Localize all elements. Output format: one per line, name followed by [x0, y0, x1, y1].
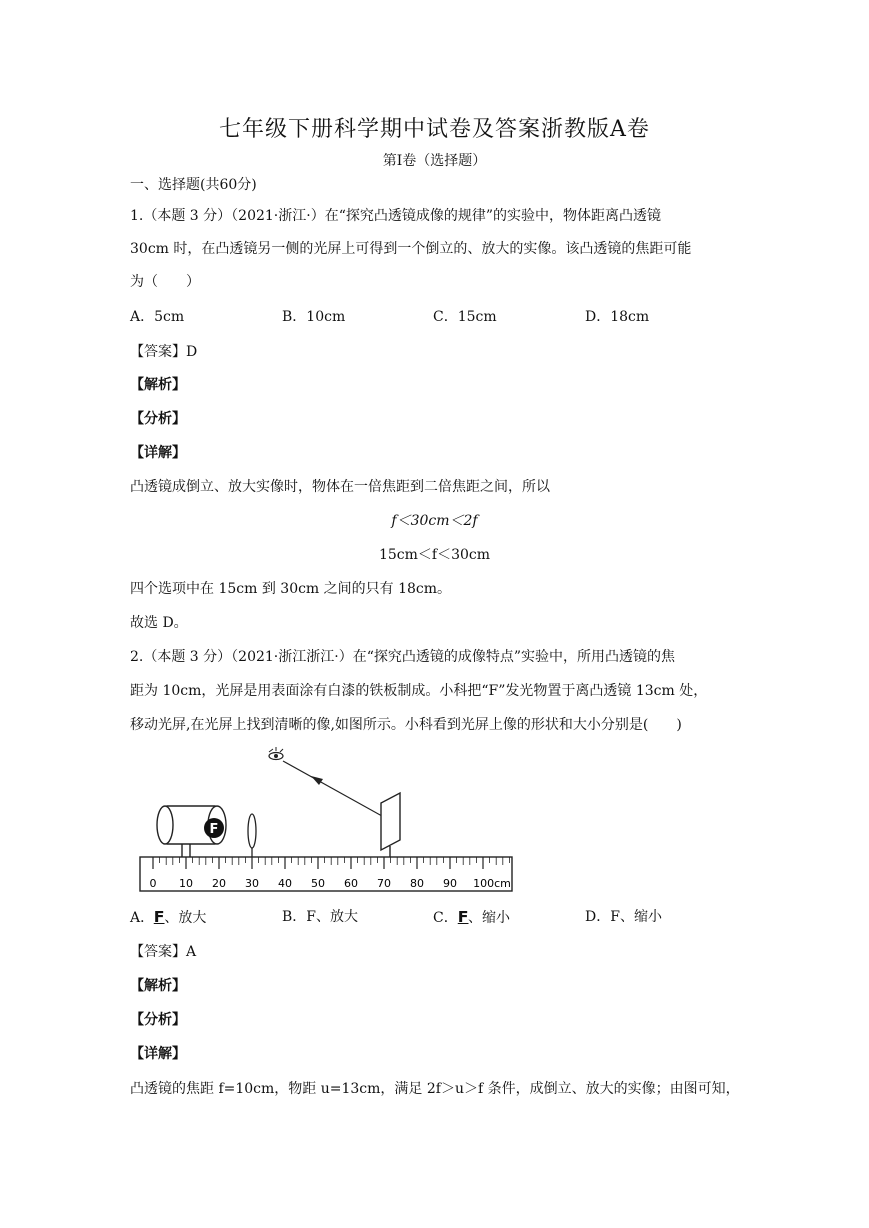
ruler-label-0: 0: [149, 877, 157, 890]
ruler-label-80: 80: [410, 877, 424, 890]
option-a-prefix: A．: [130, 910, 155, 926]
light-source-f: [157, 806, 226, 857]
q2-detail-heading: 【详解】: [130, 1046, 186, 1062]
eye-icon: [269, 747, 283, 760]
q1-formula1: f＜30cm＜2f: [391, 513, 478, 529]
ruler-label-20: 20: [212, 877, 226, 890]
q1-conclusion: 故选 D。: [130, 615, 188, 631]
q1-line3: 为（ ）: [130, 274, 200, 290]
ruler-label-70: 70: [377, 877, 391, 890]
q1-explain2: 四个选项中在 15cm 到 30cm 之间的只有 18cm。: [130, 581, 452, 597]
ruler: [140, 857, 512, 891]
option-a-suffix: 、放大: [164, 910, 207, 926]
q2-line1: 2.（本题 3 分）（2021·浙江浙江·）在“探究凸透镜的成像特点”实验中，所用凸透镜的焦: [130, 649, 676, 665]
q2-option-a: [130, 908, 206, 927]
q2-option-c: [433, 908, 510, 927]
q2-option-b: [282, 908, 358, 926]
ruler-label-50: 50: [311, 877, 325, 890]
optical-bench-figure: [130, 744, 520, 896]
ruler-label-10: 10: [179, 877, 193, 890]
option-c-prefix: C．: [433, 910, 458, 926]
q1-option-a: A．5cm: [130, 309, 185, 325]
option-d-suffix: F、缩小: [610, 909, 662, 925]
q1-option-b: B．10cm: [282, 309, 346, 325]
q1-line1: 1.（本题 3 分）（2021·浙江·）在“探究凸透镜成像的规律”的实验中，物体距离凸透镜: [130, 208, 662, 224]
q1-line2: 30cm 时，在凸透镜另一侧的光屏上可得到一个倒立的、放大的实像。该凸透镜的焦距可能: [130, 241, 692, 257]
convex-lens: [248, 814, 256, 857]
q1-explain1: 凸透镜成倒立、放大实像时，物体在一倍焦距到二倍焦距之间，所以: [130, 479, 550, 495]
ruler-label-60: 60: [344, 877, 358, 890]
q2-option-d: [585, 908, 662, 926]
q1-analysis-heading: 【解析】: [130, 377, 186, 393]
option-c-glyph: F: [457, 908, 469, 926]
ruler-label-30: 30: [245, 877, 259, 890]
q1-formula2: 15cm＜f＜30cm: [378, 547, 491, 563]
light-screen: [381, 793, 400, 857]
section-header: 第Ⅰ卷（选择题）: [382, 153, 487, 169]
option-b-suffix: F、放大: [306, 909, 359, 925]
page-title: 七年级下册科学期中试卷及答案浙教版A卷: [219, 117, 650, 142]
q2-line2: 距为 10cm，光屏是用表面涂有白漆的铁板制成。小科把“F”发光物置于离凸透镜 13cm 处，: [130, 683, 708, 699]
ruler-label-40: 40: [278, 877, 292, 890]
q2-explain1: 凸透镜的焦距 f=10cm，物距 u=13cm，满足 2f＞u＞f 条件，成倒立、放大的实像；由图可知，: [130, 1081, 740, 1097]
q2-answer: 【答案】A: [130, 944, 197, 960]
object-letter: F: [209, 822, 219, 837]
ruler-label-90: 90: [443, 877, 457, 890]
q1-detail-heading: 【详解】: [130, 445, 186, 461]
part-label: 一、选择题(共60分): [130, 177, 257, 193]
ruler-label-100: 100cm: [473, 877, 511, 890]
q1-answer: 【答案】D: [130, 344, 198, 360]
q1-fenxi-heading: 【分析】: [130, 411, 186, 427]
option-b-prefix: B．: [282, 909, 307, 925]
option-a-glyph: F: [153, 908, 165, 926]
q1-option-d: D．18cm: [585, 309, 650, 325]
option-d-prefix: D．: [585, 909, 611, 925]
sight-line-arrow: [283, 761, 382, 816]
q2-line3: 移动光屏,在光屏上找到清晰的像,如图所示。小科看到光屏上像的形状和大小分别是( ): [130, 717, 682, 733]
q2-fenxi-heading: 【分析】: [130, 1012, 186, 1028]
q1-option-c: C．15cm: [433, 309, 497, 325]
option-c-suffix: 、缩小: [467, 910, 510, 926]
q2-analysis-heading: 【解析】: [130, 978, 186, 994]
